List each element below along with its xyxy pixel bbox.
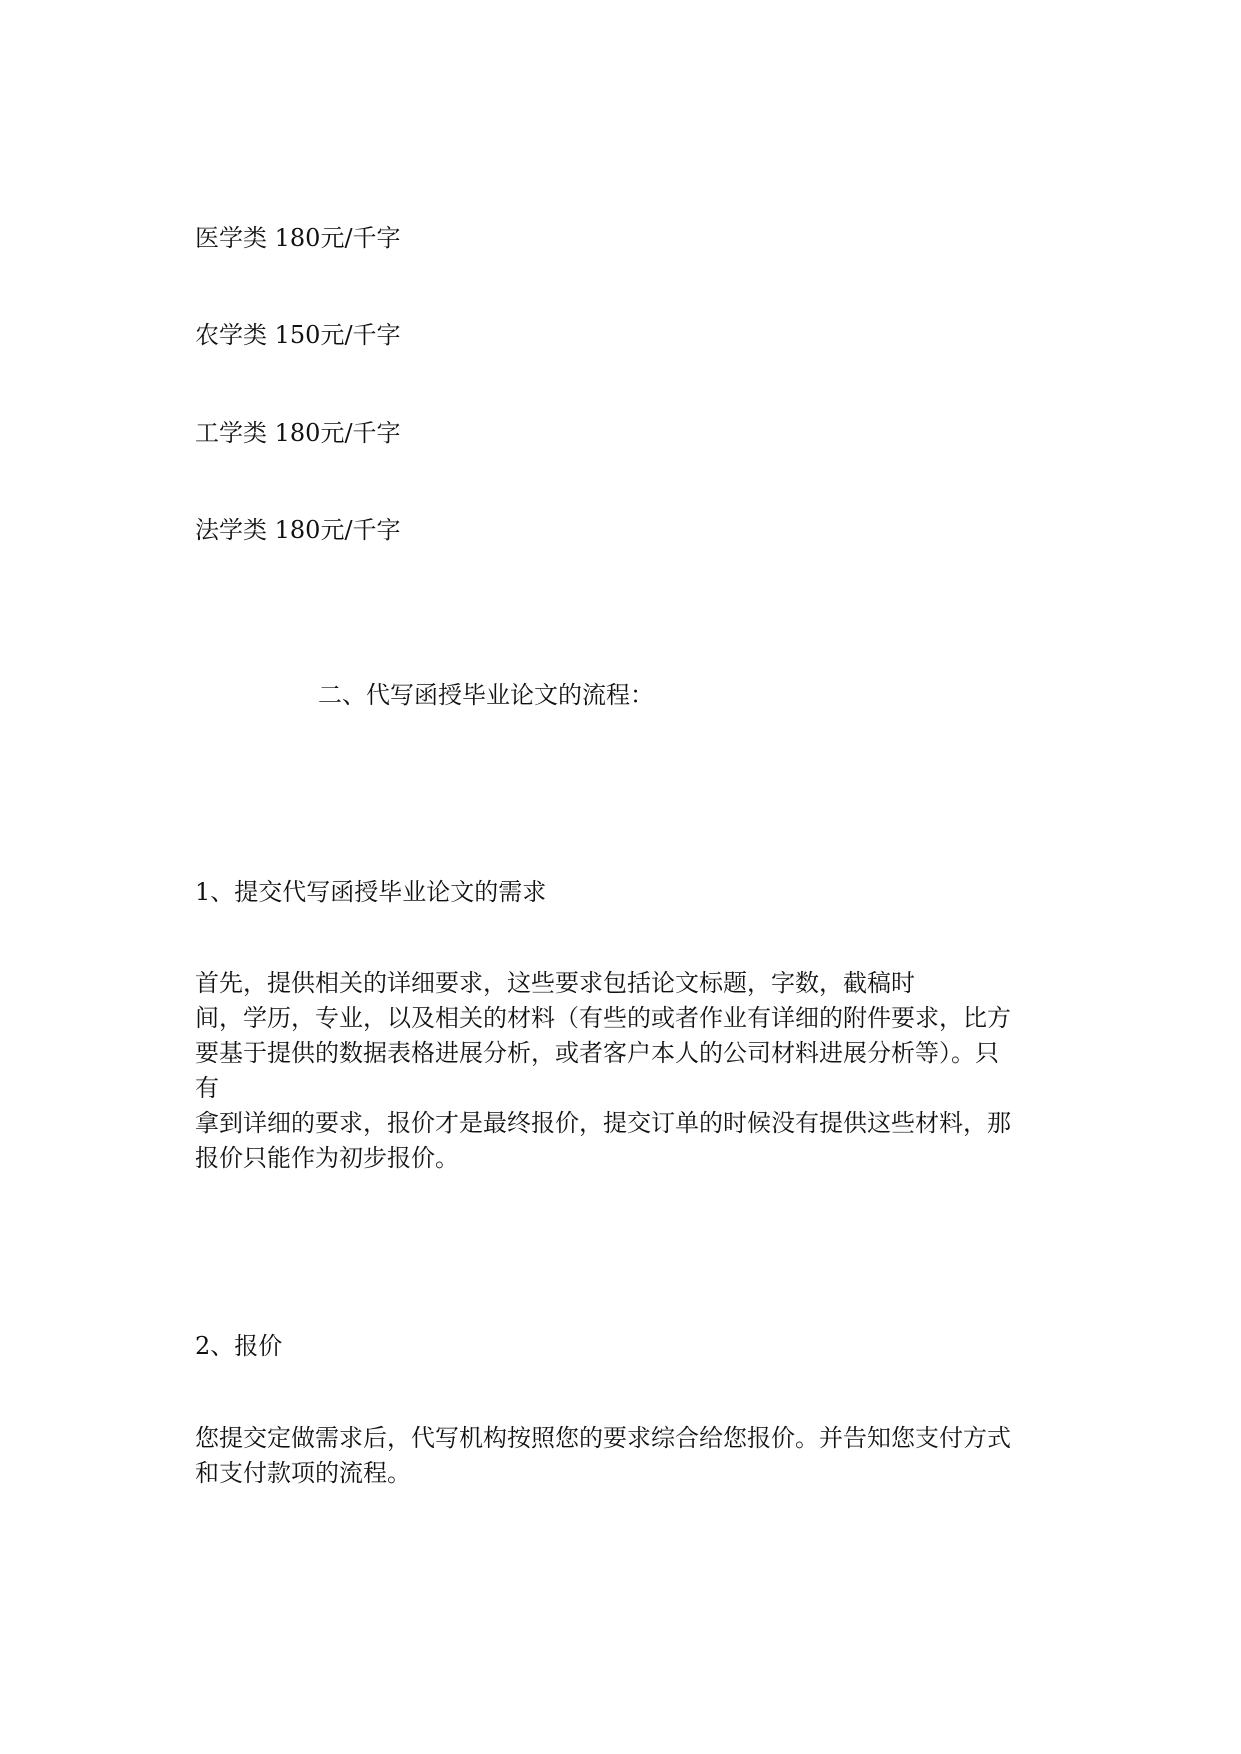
price-value: 180元/千字	[274, 224, 401, 252]
step1-title: 1、提交代写函授毕业论文的需求	[195, 878, 547, 906]
price-value: 180元/千字	[274, 419, 401, 447]
price-category: 医学类	[195, 224, 267, 252]
price-category: 法学类	[195, 516, 267, 544]
paragraph-line: 有	[195, 1074, 219, 1102]
step1-paragraph	[195, 966, 1055, 1176]
price-line-agriculture	[195, 320, 401, 350]
paragraph-line: 和支付款项的流程。	[195, 1459, 411, 1487]
step2-paragraph	[195, 1421, 1055, 1491]
price-value: 180元/千字	[274, 516, 401, 544]
price-value: 150元/千字	[274, 321, 401, 349]
paragraph-line: 首先，提供相关的详细要求，这些要求包括论文标题，字数，截稿时	[195, 969, 915, 997]
paragraph-line: 拿到详细的要求，报价才是最终报价，提交订单的时候没有提供这些材料，那	[195, 1109, 1011, 1137]
paragraph-line: 报价只能作为初步报价。	[195, 1144, 459, 1172]
price-line-engineering	[195, 418, 401, 448]
price-line-law	[195, 515, 401, 545]
price-category: 工学类	[195, 419, 267, 447]
paragraph-line: 要基于提供的数据表格进展分析，或者客户本人的公司材料进展分析等）。只	[195, 1039, 999, 1067]
price-line-medicine	[195, 223, 401, 253]
paragraph-line: 间，学历，专业，以及相关的材料（有些的或者作业有详细的附件要求，比方	[195, 1004, 1011, 1032]
price-category: 农学类	[195, 321, 267, 349]
paragraph-line: 您提交定做需求后，代写机构按照您的要求综合给您报价。并告知您支付方式	[195, 1424, 1011, 1452]
section-heading: 二、代写函授毕业论文的流程：	[318, 681, 654, 709]
step2-title: 2、报价	[195, 1332, 283, 1360]
